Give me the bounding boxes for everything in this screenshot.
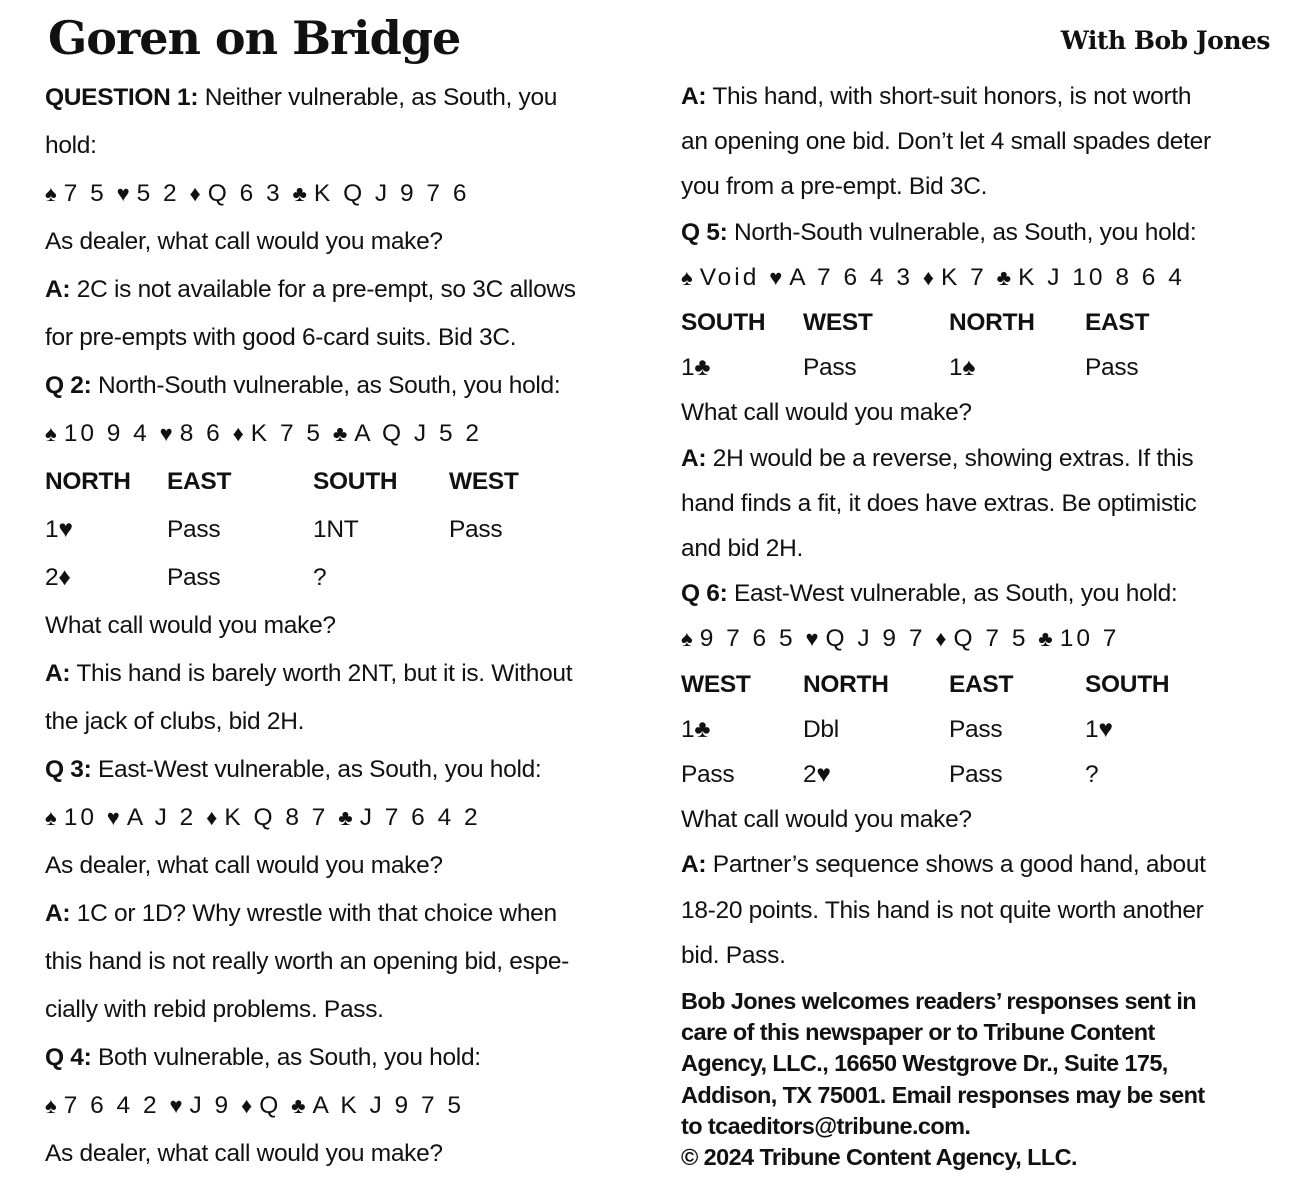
q2-auction-row: [45, 554, 630, 602]
q6-auction-row: [681, 707, 1271, 752]
diamond-icon: ♦: [206, 805, 221, 830]
heart-icon: ♥: [58, 516, 73, 543]
heart-icon: ♥: [816, 761, 831, 789]
q6-answer-cont: bid. Pass.: [681, 941, 786, 969]
q6-answer-text: Partner’s sequence shows a good hand, about: [706, 851, 1206, 879]
q1-question-cont: hold:: [45, 132, 97, 159]
q3-answer-cont: this hand is not really worth an opening bid, espe-: [45, 948, 570, 975]
q1-text: Neither vulnerable, as South, you: [198, 84, 558, 111]
auction-col-header: EAST: [1085, 309, 1150, 337]
q1-label: QUESTION 1:: [45, 84, 199, 111]
q2-question: [45, 362, 630, 410]
q2-answer-cont: the jack of clubs, bid 2H.: [45, 708, 305, 735]
q4-hand-diamonds: Q: [259, 1092, 282, 1119]
q5-prompt: What call would you make?: [681, 399, 972, 427]
auction-col-header: SOUTH: [1085, 670, 1170, 698]
auction-col-header: WEST: [681, 670, 751, 698]
bid-level: 2: [803, 761, 817, 789]
auction-col-header: NORTH: [803, 670, 889, 698]
q3-text: East-West vulnerable, as South, you hold:: [91, 756, 542, 783]
auction-col-header: SOUTH: [313, 468, 398, 495]
auction-col-header: NORTH: [45, 468, 131, 495]
q6-answer: [681, 842, 1271, 887]
q2-auction-row: [45, 506, 630, 554]
q2-hand-clubs: A Q J 5 2: [354, 420, 483, 447]
q1-hand-spades: 7 5: [63, 180, 107, 207]
auction-bid: [949, 345, 1085, 390]
contact-footer: [681, 986, 1261, 1173]
q6-label: Q 6:: [681, 580, 728, 608]
diamond-icon: ♦: [232, 421, 247, 446]
q5-answer-cont: hand finds a fit, it does have extras. Be optimistic: [681, 489, 1197, 517]
auction-bid: Pass: [1085, 354, 1139, 382]
heart-icon: ♥: [116, 181, 133, 206]
q1-answer-label: A:: [45, 276, 71, 303]
q2-hand-diamonds: K 7 5: [250, 420, 324, 447]
auction-col-header: EAST: [949, 670, 1014, 698]
bid-level: 1: [681, 354, 695, 382]
q2-text: North-South vulnerable, as South, you hold:: [91, 372, 561, 399]
spade-icon: ♠: [681, 264, 696, 290]
q2-prompt: What call would you make?: [45, 612, 336, 639]
q5-hand-hearts: A 7 6 4 3: [789, 263, 913, 291]
footer-line: Addison, TX 75001. Email responses may be sent: [681, 1081, 1205, 1108]
q2-label: Q 2:: [45, 372, 92, 399]
q6-question: [681, 571, 1271, 616]
diamond-icon: ♦: [241, 1093, 256, 1118]
diamond-icon: ♦: [58, 564, 71, 591]
q2-answer-label: A:: [45, 660, 71, 687]
q5-answer-cont: and bid 2H.: [681, 535, 804, 563]
q1-answer: [45, 266, 630, 314]
q5-hand: [681, 255, 1271, 300]
q6-answer-cont: 18-20 points. This hand is not quite worth another: [681, 896, 1204, 924]
spade-icon: ♠: [45, 181, 60, 206]
bid-level: 1: [1085, 715, 1099, 743]
q5-hand-clubs: K J 10 8 6 4: [1018, 263, 1185, 291]
heart-icon: ♥: [1098, 715, 1113, 743]
bid-level: 2: [45, 564, 59, 591]
auction-bid: [803, 752, 949, 797]
auction-bid: [681, 707, 803, 752]
q5-label: Q 5:: [681, 218, 728, 246]
q5-auction-header: [681, 300, 1271, 345]
heart-icon: ♥: [169, 1093, 186, 1118]
diamond-icon: ♦: [922, 264, 938, 290]
q3-answer-label: A:: [45, 900, 71, 927]
q3-answer-cont: cially with rebid problems. Pass.: [45, 996, 384, 1023]
auction-col-header: NORTH: [949, 309, 1035, 337]
q1-hand-hearts: 5 2: [136, 180, 180, 207]
q4-answer-cont: an opening one bid. Don’t let 4 small spades deter: [681, 128, 1211, 156]
q4-hand-clubs: A K J 9 7 5: [312, 1092, 465, 1119]
club-icon: ♣: [338, 805, 356, 830]
q5-auction-row: [681, 345, 1271, 390]
auction-bid: ?: [313, 564, 327, 591]
footer-line: Bob Jones welcomes readers’ responses sent in: [681, 988, 1197, 1014]
heart-icon: ♥: [805, 626, 822, 652]
q4-answer-cont: you from a pre-empt. Bid 3C.: [681, 173, 988, 201]
q1-hand-diamonds: Q 6 3: [207, 180, 283, 207]
bid-level: 1: [949, 354, 963, 382]
q1-prompt: As dealer, what call would you make?: [45, 228, 443, 255]
q6-hand-clubs: 10 7: [1059, 625, 1120, 653]
q5-answer-text: 2H would be a reverse, showing extras. If this: [706, 444, 1194, 472]
q2-hand-spades: 10 9 4: [63, 420, 150, 447]
q6-hand-spades: 9 7 6 5: [699, 625, 796, 653]
q3-answer-text: 1C or 1D? Why wrestle with that choice when: [70, 900, 557, 927]
auction-col-header: WEST: [449, 468, 519, 495]
q2-hand-hearts: 8 6: [179, 420, 223, 447]
auction-bid: ?: [1085, 761, 1099, 789]
q1-question: [45, 74, 630, 122]
q2-answer: [45, 650, 630, 698]
q5-answer: [681, 436, 1271, 481]
q3-hand-spades: 10: [63, 804, 97, 831]
auction-col-header: WEST: [803, 309, 873, 337]
q4-hand-hearts: J 9: [189, 1092, 232, 1119]
right-column: [681, 74, 1271, 978]
q4-hand-spades: 7 6 4 2: [63, 1092, 160, 1119]
club-icon: ♣: [1038, 626, 1056, 652]
q6-prompt: What call would you make?: [681, 806, 972, 834]
q4-answer-text: This hand, with short-suit honors, is not worth: [706, 83, 1192, 110]
club-icon: ♣: [694, 715, 711, 743]
q4-label: Q 4:: [45, 1044, 92, 1071]
q6-hand-hearts: Q J 9 7: [825, 625, 926, 653]
auction-bid: Pass: [681, 761, 735, 789]
q5-text: North-South vulnerable, as South, you hold:: [727, 218, 1197, 246]
q3-hand-diamonds: K Q 8 7: [224, 804, 329, 831]
q4-answer-label: A:: [681, 83, 707, 110]
diamond-icon: ♦: [189, 181, 204, 206]
column-title: Goren on Bridge: [48, 11, 461, 65]
auction-col-header: EAST: [167, 468, 232, 495]
q2-auction-header: [45, 458, 630, 506]
q6-auction-row: [681, 752, 1271, 797]
q2-answer-text: This hand is barely worth 2NT, but it is. Without: [70, 660, 573, 687]
q4-question: [45, 1034, 630, 1082]
footer-line: care of this newspaper or to Tribune Content: [681, 1019, 1155, 1046]
auction-bid: Pass: [949, 715, 1003, 743]
q4-prompt: As dealer, what call would you make?: [45, 1140, 443, 1167]
auction-col-header: SOUTH: [681, 309, 766, 337]
q3-hand-clubs: J 7 6 4 2: [359, 804, 481, 831]
q2-hand: [45, 410, 630, 458]
auction-bid: 1NT: [313, 516, 359, 543]
club-icon: ♣: [291, 1093, 309, 1118]
auction-bid: [681, 345, 803, 390]
bid-level: 1: [45, 516, 59, 543]
q4-text: Both vulnerable, as South, you hold:: [91, 1044, 481, 1071]
copyright: © 2024 Tribune Content Agency, LLC.: [681, 1144, 1077, 1171]
footer-email-line: to tcaeditors@tribune.com.: [681, 1112, 971, 1139]
spade-icon: ♠: [45, 1093, 60, 1118]
heart-icon: ♥: [106, 805, 123, 830]
q1-hand: [45, 170, 630, 218]
q5-answer-label: A:: [681, 444, 707, 472]
auction-bid: Pass: [449, 516, 503, 543]
q6-hand-diamonds: Q 7 5: [953, 625, 1029, 653]
q3-hand: [45, 794, 630, 842]
q4-answer: [681, 74, 1271, 119]
diamond-icon: ♦: [935, 626, 950, 652]
club-icon: ♣: [996, 264, 1015, 290]
q1-hand-clubs: K Q J 9 7 6: [313, 180, 470, 207]
q3-answer: [45, 890, 630, 938]
q6-auction-header: [681, 662, 1271, 707]
bid-level: 1: [681, 715, 695, 743]
auction-bid: Pass: [167, 564, 221, 591]
spade-icon: ♠: [681, 626, 696, 652]
auction-bid: Pass: [167, 516, 221, 543]
q3-hand-hearts: A J 2: [126, 804, 197, 831]
q1-answer-text: 2C is not available for a pre-empt, so 3C allows: [70, 276, 576, 303]
auction-bid: [45, 554, 167, 602]
spade-icon: ♠: [962, 354, 976, 382]
heart-icon: ♥: [159, 421, 176, 446]
q5-hand-diamonds: K 7: [941, 263, 987, 291]
q3-label: Q 3:: [45, 756, 92, 783]
heart-icon: ♥: [769, 264, 786, 290]
q5-hand-spades: Void: [699, 263, 760, 291]
q3-question: [45, 746, 630, 794]
auction-bid: [1085, 707, 1205, 752]
q3-prompt: As dealer, what call would you make?: [45, 852, 443, 879]
q5-question: [681, 210, 1271, 255]
spade-icon: ♠: [45, 421, 60, 446]
author-byline: With Bob Jones: [1060, 26, 1270, 55]
club-icon: ♣: [332, 421, 351, 446]
auction-bid: Dbl: [803, 715, 839, 743]
q4-hand: [45, 1082, 630, 1130]
q6-hand: [681, 616, 1271, 661]
q6-answer-label: A:: [681, 851, 707, 879]
q6-text: East-West vulnerable, as South, you hold:: [727, 580, 1178, 608]
left-column: [45, 74, 630, 1178]
spade-icon: ♠: [45, 805, 60, 830]
footer-line: Agency, LLC., 16650 Westgrove Dr., Suite 175,: [681, 1050, 1168, 1077]
q1-answer-cont: for pre-empts with good 6-card suits. Bid 3C.: [45, 324, 517, 351]
club-icon: ♣: [292, 181, 310, 206]
auction-bid: Pass: [803, 354, 857, 382]
auction-bid: [45, 506, 167, 554]
auction-bid: Pass: [949, 761, 1003, 789]
club-icon: ♣: [694, 354, 711, 382]
